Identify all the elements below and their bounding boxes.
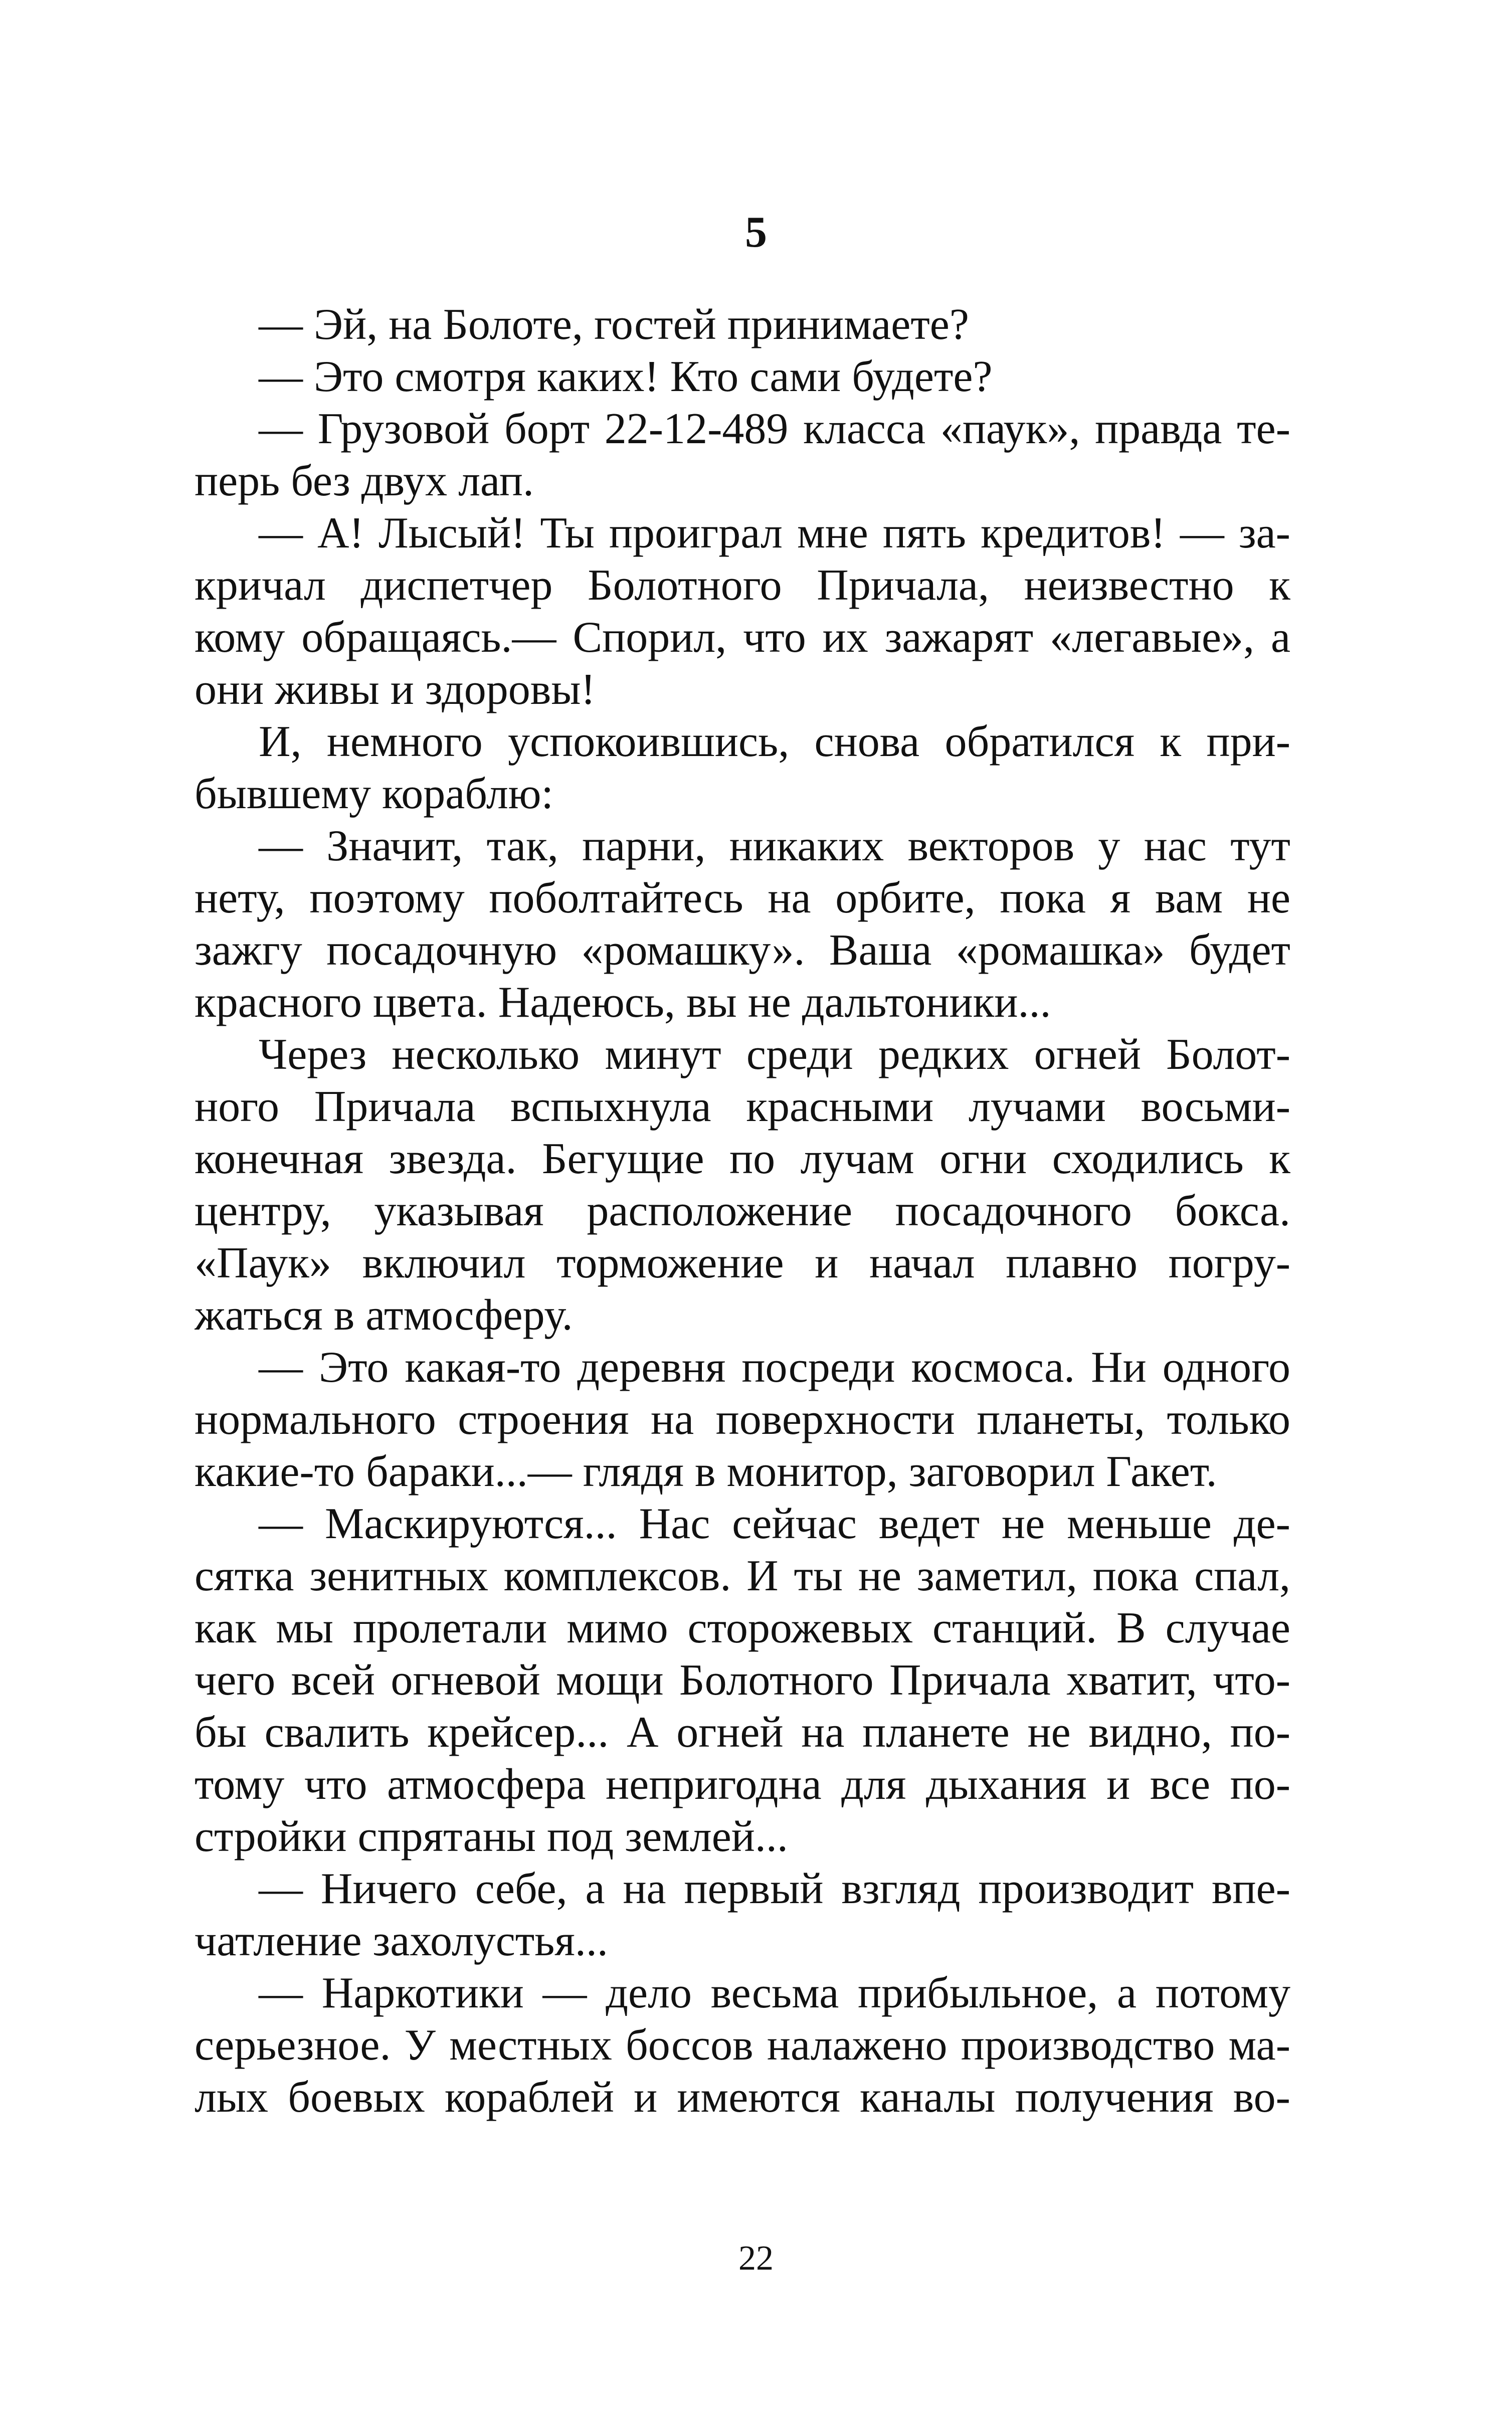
text-line: зажгу посадочную «ромашку». Ваша «ромашка» будет xyxy=(195,926,1290,975)
text-line: жаться в атмосферу. xyxy=(195,1291,573,1340)
text-line: серьезное. У местных боссов налажено производство ма- xyxy=(195,2021,1290,2070)
text-line: конечная звезда. Бегущие по лучам огни сходились к xyxy=(195,1135,1290,1183)
text-line: как мы пролетали мимо сторожевых станций. В случае xyxy=(195,1604,1290,1652)
chapter-number: 5 xyxy=(745,208,767,257)
text-line: — Это какая-то деревня посреди космоса. Ни одного xyxy=(259,1343,1290,1392)
text-line: И, немного успокоившись, снова обратился к при- xyxy=(259,717,1290,766)
text-line: перь без двух лап. xyxy=(195,457,534,505)
text-line: стройки спрятаны под землей... xyxy=(195,1812,788,1861)
text-line: — Значит, так, парни, никаких векторов у нас тут xyxy=(259,822,1290,870)
text-line: — Наркотики — дело весьма прибыльное, а потому xyxy=(259,1969,1290,2017)
text-line: — Ничего себе, а на первый взгляд производит впе- xyxy=(259,1865,1290,1913)
text-line: — Эй, на Болоте, гостей принимаете? xyxy=(259,300,969,349)
text-line: — Грузовой борт 22-12-489 класса «паук», правда те- xyxy=(259,405,1290,453)
page-number: 22 xyxy=(738,2239,774,2278)
text-line: чего всей огневой мощи Болотного Причала хватит, что- xyxy=(195,1656,1290,1705)
text-line: сятка зенитных комплексов. И ты не заметил, пока спал, xyxy=(195,1552,1290,1600)
text-line: — А! Лысый! Ты проиграл мне пять кредитов! — за- xyxy=(259,509,1290,557)
text-line: «Паук» включил торможение и начал плавно погру- xyxy=(195,1239,1290,1287)
text-line: бывшему кораблю: xyxy=(195,770,553,818)
text-line: они живы и здоровы! xyxy=(195,665,596,714)
text-line: нормального строения на поверхности планеты, только xyxy=(195,1395,1290,1444)
text-line: лых боевых кораблей и имеются каналы получения во- xyxy=(195,2073,1290,2122)
text-line: Через несколько минут среди редких огней Болот- xyxy=(259,1030,1290,1079)
body-text xyxy=(195,299,1290,2124)
text-line: чатление захолустья... xyxy=(195,1917,608,1965)
text-line: тому что атмосфера непригодна для дыхания и все по- xyxy=(195,1760,1290,1809)
text-line: — Это смотря каких! Кто сами будете? xyxy=(259,352,993,401)
text-line: нету, поэтому поболтайтесь на орбите, пока я вам не xyxy=(195,874,1290,922)
text-line: — Маскируются... Нас сейчас ведет не меньше де- xyxy=(259,1500,1290,1548)
text-line: какие-то бараки...— глядя в монитор, заговорил Гакет. xyxy=(195,1447,1217,1496)
text-line: кричал диспетчер Болотного Причала, неизвестно к xyxy=(195,561,1290,610)
text-line: центру, указывая расположение посадочного бокса. xyxy=(195,1187,1290,1235)
text-line: красного цвета. Надеюсь, вы не дальтоники... xyxy=(195,978,1051,1027)
text-line: бы свалить крейсер... А огней на планете не видно, по- xyxy=(195,1708,1290,1757)
text-line: кому обращаясь.— Спорил, что их зажарят «легавые», а xyxy=(195,613,1290,662)
text-line: ного Причала вспыхнула красными лучами восьми- xyxy=(195,1082,1290,1131)
